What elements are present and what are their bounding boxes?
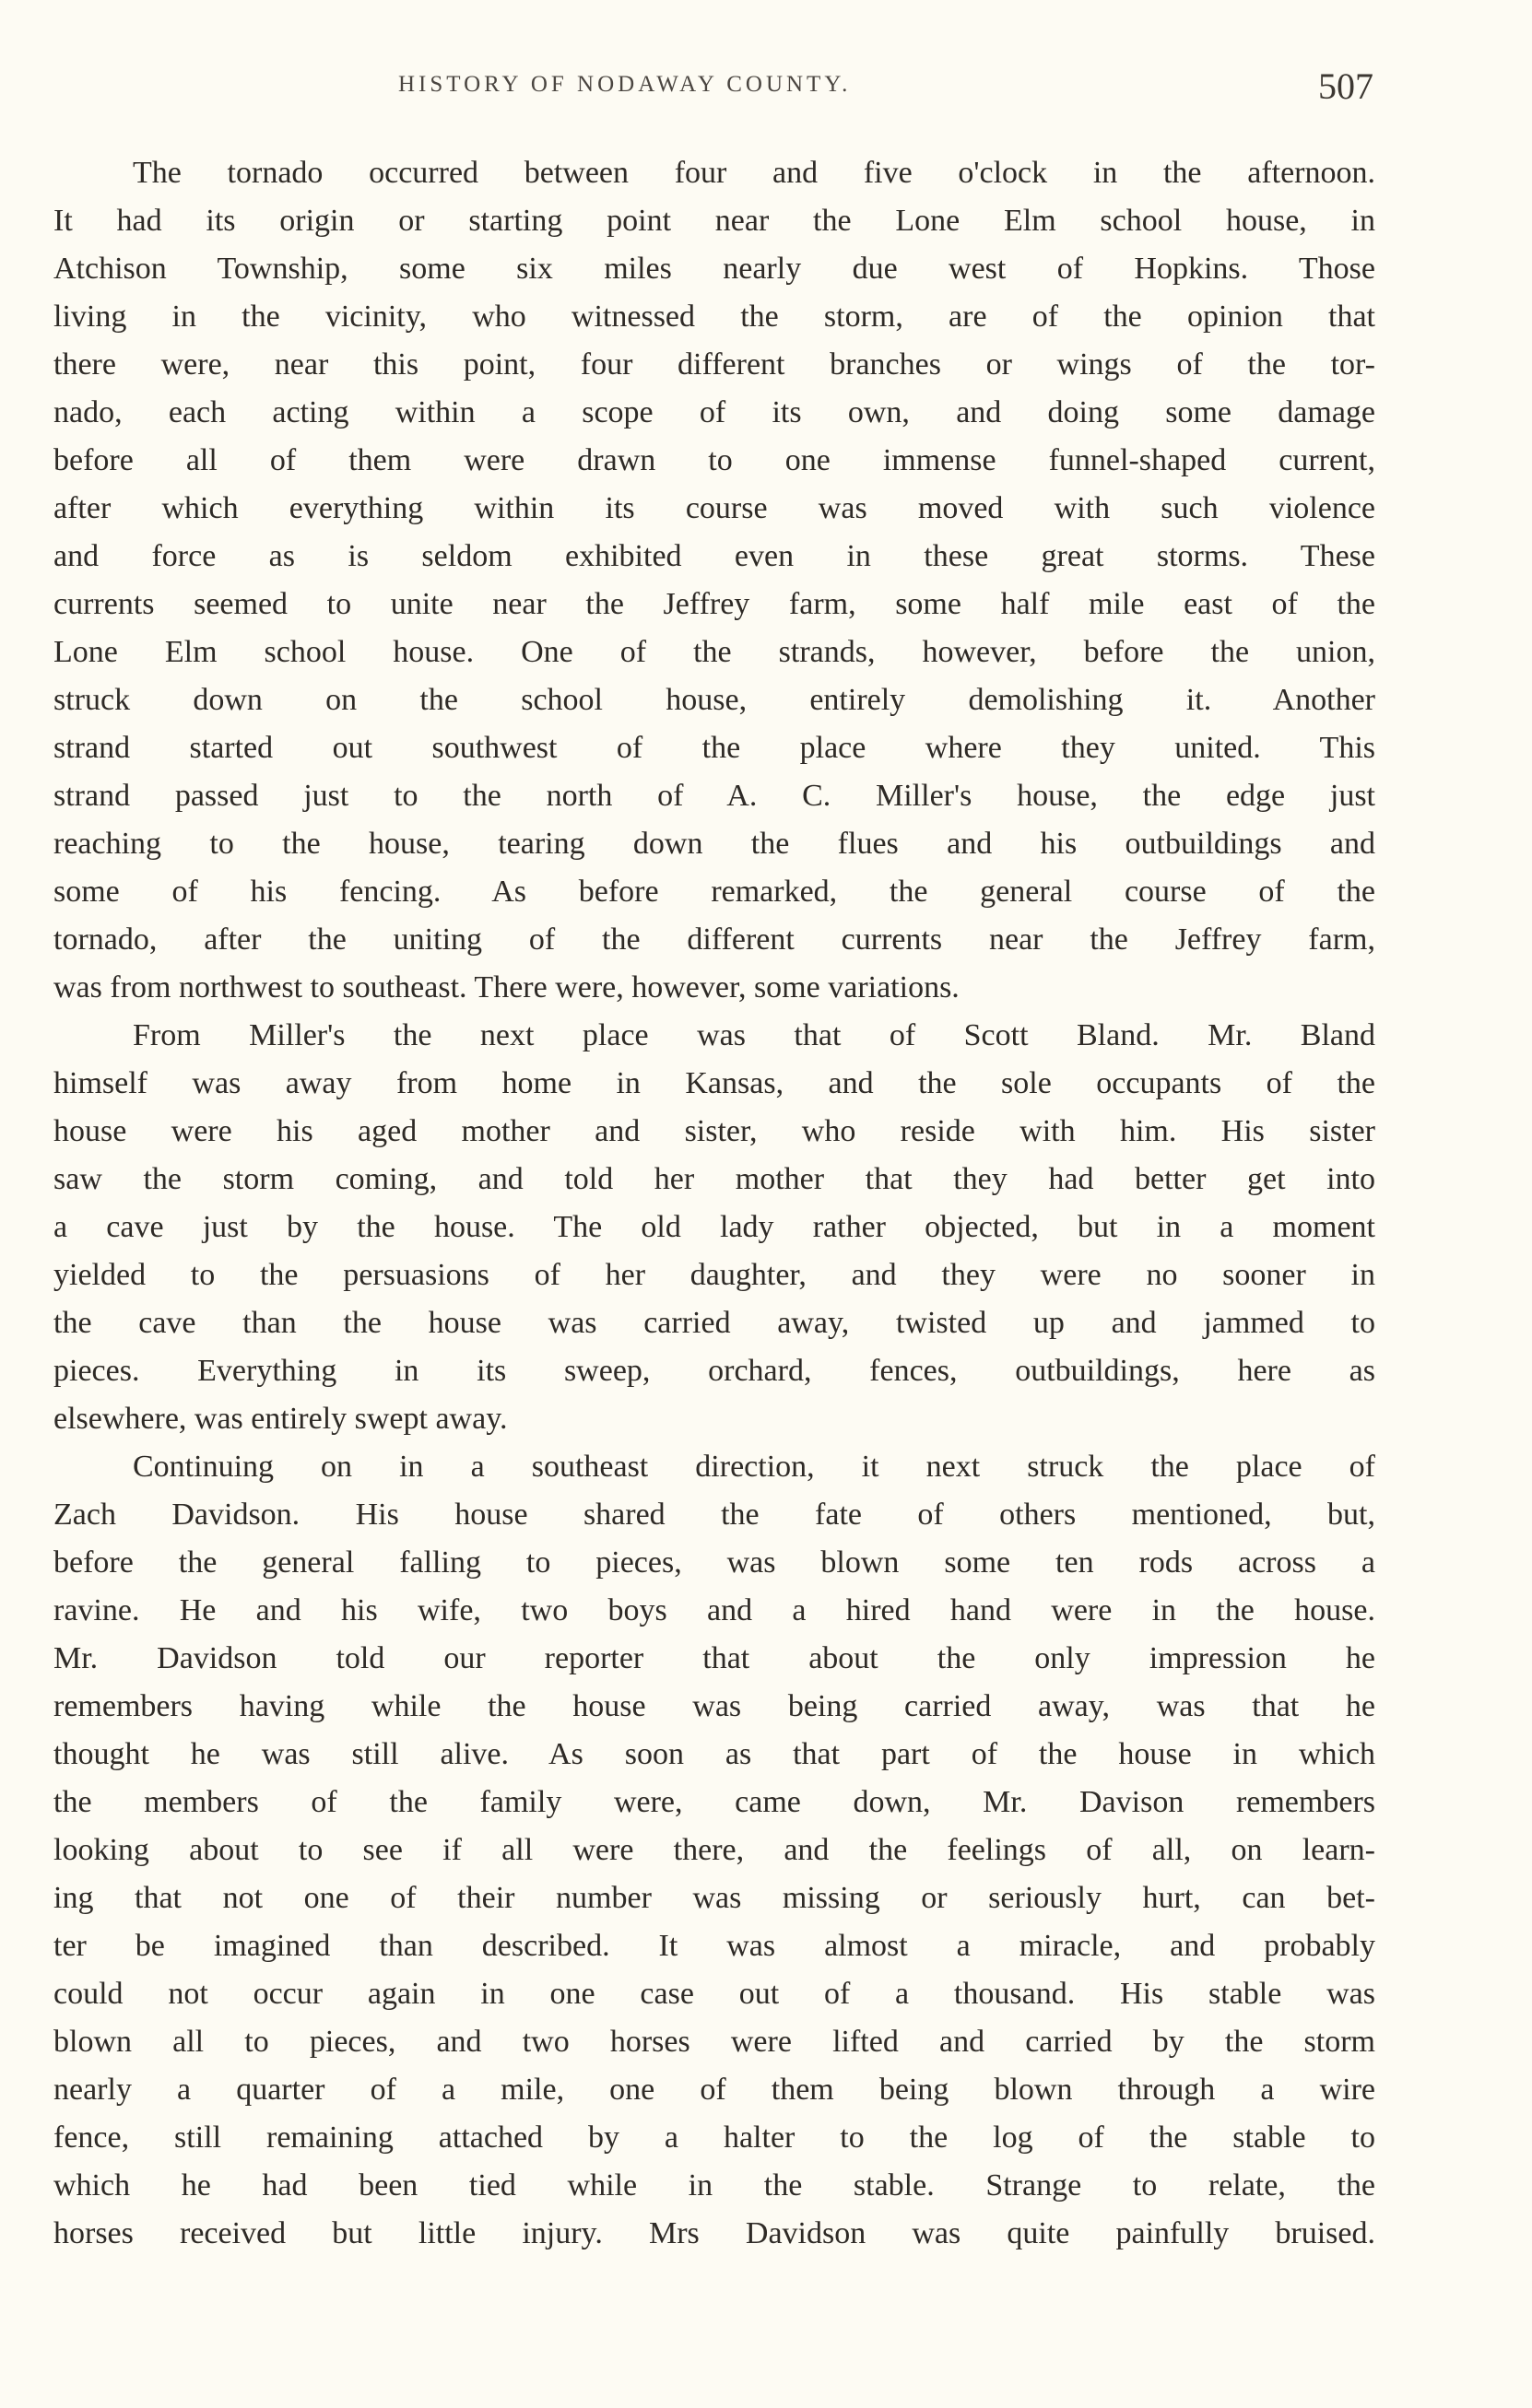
paragraph-zach-davidson <box>53 1443 1375 2258</box>
text-line: the members of the family were, came down, Mr. Davison remembers <box>53 1785 1375 1819</box>
text-line: currents seemed to unite near the Jeffrey farm, some half mile east of the <box>53 587 1375 621</box>
text-line: some of his fencing. As before remarked, the general course of the <box>53 875 1375 909</box>
text-line: looking about to see if all were there, and the feelings of all, on learn- <box>53 1833 1375 1867</box>
text-line: and force as is seldom exhibited even in these great storms. These <box>53 539 1375 573</box>
text-line: which he had been tied while in the stable. Strange to relate, the <box>53 2168 1375 2202</box>
text-line: Lone Elm school house. One of the strands, however, before the union, <box>53 635 1375 669</box>
body-text <box>53 149 1375 2258</box>
text-line: reaching to the house, tearing down the flues and his outbuildings and <box>53 827 1375 861</box>
running-head-title: HISTORY OF NODAWAY COUNTY. <box>398 72 852 97</box>
text-line: ter be imagined than described. It was almost a miracle, and probably <box>53 1929 1375 1963</box>
text-line: thought he was still alive. As soon as that part of the house in which <box>53 1737 1375 1771</box>
text-line: struck down on the school house, entirely demolishing it. Another <box>53 683 1375 717</box>
text-line: house were his aged mother and sister, who reside with him. His sister <box>53 1114 1375 1148</box>
text-line: Mr. Davidson told our reporter that about the only impression he <box>53 1641 1375 1675</box>
text-line: strand started out southwest of the place where they united. This <box>53 731 1375 765</box>
text-line: strand passed just to the north of A. C. Miller's house, the edge just <box>53 779 1375 813</box>
paragraph-scott-bland <box>53 1012 1375 1443</box>
text-line: The tornado occurred between four and five o'clock in the afternoon. <box>133 156 1375 190</box>
text-line: could not occur again in one case out of a thousand. His stable was <box>53 1977 1375 2011</box>
text-line: blown all to pieces, and two horses were lifted and carried by the storm <box>53 2025 1375 2059</box>
text-line: living in the vicinity, who witnessed the storm, are of the opinion that <box>53 300 1375 334</box>
text-line: remembers having while the house was being carried away, was that he <box>53 1689 1375 1723</box>
text-line: after which everything within its course was moved with such violence <box>53 491 1375 525</box>
text-line: fence, still remaining attached by a halter to the log of the stable to <box>53 2120 1375 2155</box>
text-line: saw the storm coming, and told her mother that they had better get into <box>53 1162 1375 1196</box>
text-line: was from northwest to southeast. There were, however, some variations. <box>53 970 960 1004</box>
text-line: Zach Davidson. His house shared the fate of others mentioned, but, <box>53 1498 1375 1532</box>
text-line: a cave just by the house. The old lady rather objected, but in a moment <box>53 1210 1375 1244</box>
text-line: there were, near this point, four different branches or wings of the tor- <box>53 347 1375 382</box>
text-line: nearly a quarter of a mile, one of them being blown through a wire <box>53 2073 1375 2107</box>
text-line: ing that not one of their number was missing or seriously hurt, can bet- <box>53 1881 1375 1915</box>
text-line: Atchison Township, some six miles nearly due west of Hopkins. Those <box>53 252 1375 286</box>
text-line: nado, each acting within a scope of its own, and doing some damage <box>53 395 1375 429</box>
text-line: It had its origin or starting point near the Lone Elm school house, in <box>53 204 1375 238</box>
text-line: before the general falling to pieces, was blown some ten rods across a <box>53 1545 1375 1580</box>
text-line: Continuing on in a southeast direction, it next struck the place of <box>133 1450 1375 1484</box>
text-line: tornado, after the uniting of the different currents near the Jeffrey farm, <box>53 922 1375 957</box>
text-line: ravine. He and his wife, two boys and a hired hand were in the house. <box>53 1593 1375 1627</box>
paragraph-tornado-origin <box>53 149 1375 1012</box>
text-line: From Miller's the next place was that of Scott Bland. Mr. Bland <box>133 1018 1375 1052</box>
text-line: pieces. Everything in its sweep, orchard, fences, outbuildings, here as <box>53 1354 1375 1388</box>
text-line: elsewhere, was entirely swept away. <box>53 1402 508 1436</box>
page-number: 507 <box>1318 65 1373 107</box>
text-line: before all of them were drawn to one immense funnel-shaped current, <box>53 443 1375 477</box>
text-line: horses received but little injury. Mrs Davidson was quite painfully bruised. <box>53 2216 1375 2250</box>
text-line: himself was away from home in Kansas, and the sole occupants of the <box>53 1066 1375 1100</box>
text-line: yielded to the persuasions of her daughter, and they were no sooner in <box>53 1258 1375 1292</box>
text-line: the cave than the house was carried away, twisted up and jammed to <box>53 1306 1375 1340</box>
